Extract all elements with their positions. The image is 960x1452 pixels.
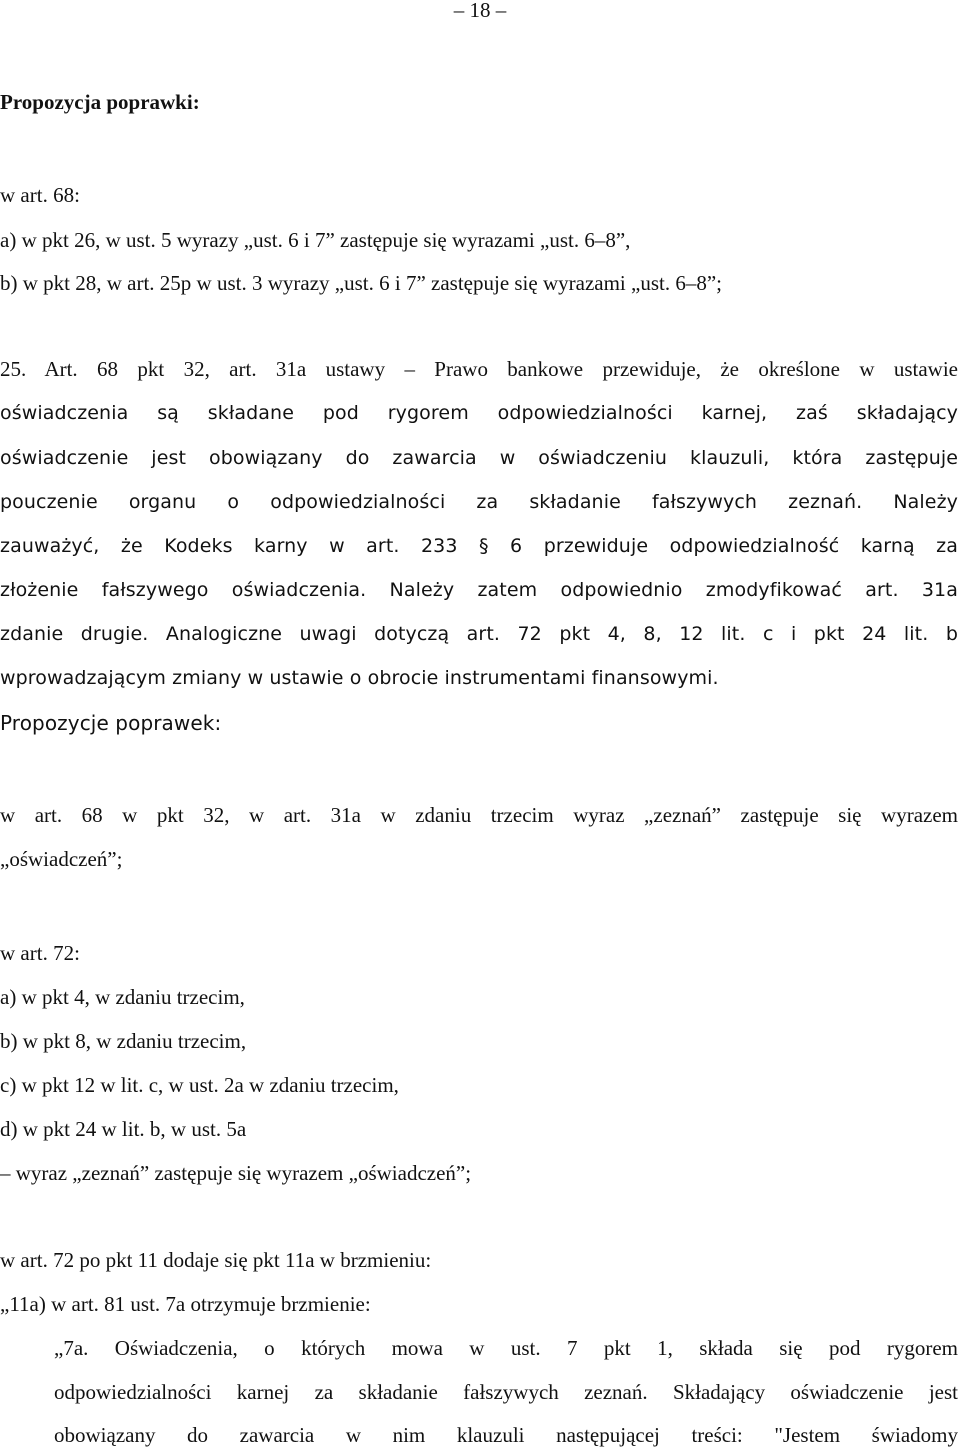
page-number: – 18 – (453, 0, 507, 22)
amend2-line: d) w pkt 24 w lit. b, w ust. 5a (0, 1117, 247, 1141)
para25-line: zauważyć, że Kodeks karny w art. 233 § 6 przewiduje odpowiedzialność karną za (0, 535, 958, 557)
amend3-line: odpowiedzialności karnej za składanie fałszywych zeznań. Składający oświadczenie jest (54, 1380, 958, 1404)
amend3-line: obowiązany do zawarcia w nim klauzuli następującej treści: "Jestem świadomy (54, 1423, 958, 1447)
amend3-line: „11a) w art. 81 ust. 7a otrzymuje brzmienie: (0, 1292, 371, 1316)
para25-line: wprowadzającym zmiany w ustawie o obrocie instrumentami finansowymi. (0, 667, 719, 689)
para25-line: oświadczenia są składane pod rygorem odpowiedzialności karnej, zaś składający (0, 402, 958, 424)
para25-line: oświadczenie jest obowiązany do zawarcia w oświadczeniu klauzuli, która zastępuje (0, 447, 958, 469)
para25-line: 25. Art. 68 pkt 32, art. 31a ustawy – Prawo bankowe przewiduje, że określone w ustawie (0, 357, 958, 381)
para25-line: zdanie drugie. Analogiczne uwagi dotyczą art. 72 pkt 4, 8, 12 lit. c i pkt 24 lit. b (0, 623, 958, 645)
heading-proposals: Propozycje poprawek: (0, 711, 222, 735)
amend3-line: w art. 72 po pkt 11 dodaje się pkt 11a w brzmieniu: (0, 1248, 432, 1272)
amend2-line: a) w pkt 4, w zdaniu trzecim, (0, 985, 245, 1009)
block1-line: b) w pkt 28, w art. 25p w ust. 3 wyrazy „ust. 6 i 7” zastępuje się wyrazami „ust. 6–8”; (0, 271, 722, 295)
para25-line: pouczenie organu o odpowiedzialności za składanie fałszywych zeznań. Należy (0, 491, 958, 513)
amend2-line: – wyraz „zeznań” zastępuje się wyrazem „oświadczeń”; (0, 1161, 472, 1185)
amend2-line: w art. 72: (0, 941, 80, 965)
amend1-line: w art. 68 w pkt 32, w art. 31a w zdaniu trzecim wyraz „zeznań” zastępuje się wyrazem (0, 803, 958, 827)
amend3-line: „7a. Oświadczenia, o których mowa w ust. 7 pkt 1, składa się pod rygorem (54, 1336, 958, 1360)
amend2-line: c) w pkt 12 w lit. c, w ust. 2a w zdaniu trzecim, (0, 1073, 399, 1097)
amend2-line: b) w pkt 8, w zdaniu trzecim, (0, 1029, 247, 1053)
block1-line: w art. 68: (0, 183, 80, 207)
block1-line: a) w pkt 26, w ust. 5 wyrazy „ust. 6 i 7” zastępuje się wyrazami „ust. 6–8”, (0, 228, 631, 252)
para25-line: złożenie fałszywego oświadczenia. Należy zatem odpowiednio zmodyfikować art. 31a (0, 579, 958, 601)
heading-proposal: Propozycja poprawki: (0, 90, 200, 114)
amend1-line: „oświadczeń”; (0, 847, 123, 871)
